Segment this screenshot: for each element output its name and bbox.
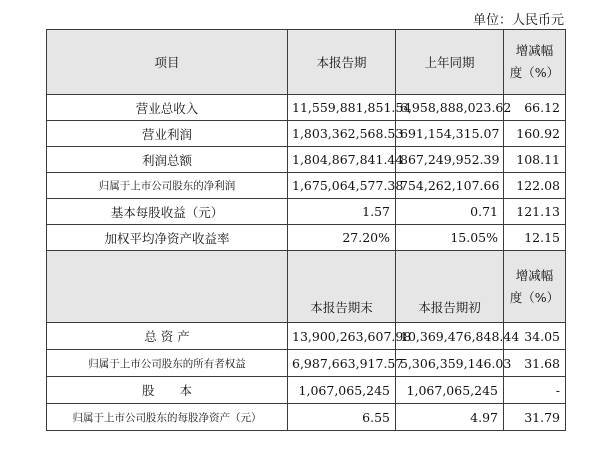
header-change — [504, 30, 566, 95]
header-change-line1: 增减幅 — [515, 43, 554, 58]
header-period-end: 本报告期末 — [288, 251, 396, 323]
header-change-2-line1: 增减幅 — [515, 267, 554, 283]
current-value: 13,900,263,607.98 — [288, 323, 396, 350]
prior-value: 4.97 — [396, 404, 504, 431]
current-value: 1.57 — [288, 199, 396, 225]
change-value: 31.79 — [504, 404, 566, 431]
row-label: 归属于上市公司股东的每股净资产（元） — [47, 404, 288, 431]
row-label: 基本每股收益（元） — [47, 199, 288, 225]
table-row — [47, 225, 566, 251]
header-change-line2: 度（%） — [509, 65, 560, 80]
table-row — [47, 350, 566, 377]
header-period-start: 本报告期初 — [396, 251, 504, 323]
prior-value: 691,154,315.07 — [396, 121, 504, 147]
prior-value: 1,067,065,245 — [396, 377, 504, 404]
row-label: 加权平均净资产收益率 — [47, 225, 288, 251]
current-value: 1,675,064,577.38 — [288, 173, 396, 199]
table-row — [47, 377, 566, 404]
change-value: 34.05 — [504, 323, 566, 350]
change-value: 31.68 — [504, 350, 566, 377]
header-item: 项目 — [47, 30, 288, 95]
prior-value: 754,262,107.66 — [396, 173, 504, 199]
table-row — [47, 147, 566, 173]
financial-summary-table — [46, 29, 566, 431]
prior-value: 5,306,359,146.03 — [396, 350, 504, 377]
current-value: 1,067,065,245 — [288, 377, 396, 404]
row-label: 营业总收入 — [47, 95, 288, 121]
subheader-blank — [47, 251, 288, 323]
unit-label: 单位：人民币元 — [472, 13, 564, 28]
table-row — [47, 404, 566, 431]
row-label: 股 本 — [47, 377, 288, 404]
prior-value: 15.05% — [396, 225, 504, 251]
prior-value: 0.71 — [396, 199, 504, 225]
table-row — [47, 199, 566, 225]
change-value: 108.11 — [504, 147, 566, 173]
table-subheader-row — [47, 251, 566, 323]
row-label: 总 资 产 — [47, 323, 288, 350]
table-row — [47, 95, 566, 121]
change-value: 122.08 — [504, 173, 566, 199]
table-row — [47, 323, 566, 350]
row-label: 利润总额 — [47, 147, 288, 173]
current-value: 1,804,867,841.44 — [288, 147, 396, 173]
current-value: 27.20% — [288, 225, 396, 251]
table-row — [47, 121, 566, 147]
prior-value: 867,249,952.39 — [396, 147, 504, 173]
change-value: 12.15 — [504, 225, 566, 251]
table-row — [47, 173, 566, 199]
prior-value: 6,958,888,023.62 — [396, 95, 504, 121]
change-value: - — [504, 377, 566, 404]
current-value: 6.55 — [288, 404, 396, 431]
header-change-2-line2: 度（%） — [509, 289, 560, 305]
current-value: 11,559,881,851.54 — [288, 95, 396, 121]
current-value: 6,987,663,917.57 — [288, 350, 396, 377]
prior-value: 10,369,476,848.44 — [396, 323, 504, 350]
row-label: 归属于上市公司股东的净利润 — [47, 173, 288, 199]
header-prior-period: 上年同期 — [396, 30, 504, 95]
change-value: 121.13 — [504, 199, 566, 225]
row-label: 归属于上市公司股东的所有者权益 — [47, 350, 288, 377]
change-value: 66.12 — [504, 95, 566, 121]
current-value: 1,803,362,568.53 — [288, 121, 396, 147]
header-current-period: 本报告期 — [288, 30, 396, 95]
table-header-row — [47, 30, 566, 95]
change-value: 160.92 — [504, 121, 566, 147]
header-change-2 — [504, 251, 566, 323]
row-label: 营业利润 — [47, 121, 288, 147]
